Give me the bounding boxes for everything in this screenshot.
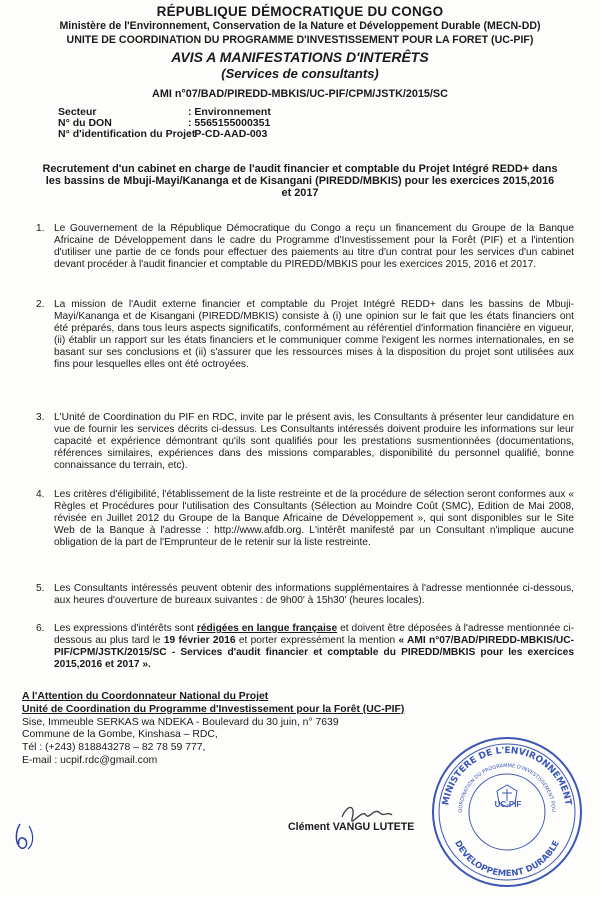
- paragraph-text: Le Gouvernement de la République Démocratique du Congo a reçu un financement du Groupe de la Banque Africaine de Développement dans le cadre du Programme d'Investissement pour la Forêt (PIF) et a l'intention d'utiliser une partie de ce fonds pour effectuer des paiements au titre d'un contrat pour les services d'un cabinet devant procéder à l'audit financier et comptable du PIREDD/MBKIS pour les exercices 2015, 2016 et 2017.: [54, 223, 574, 270]
- p6-deadline-date: 19 février 2016: [163, 635, 236, 646]
- paragraph-text: [54, 623, 574, 671]
- p6-mention: « AMI n°07/BAD/PIREDD-MBKIS/UC-PIF/CPM/JSTK/2015/SC - Services d'audit financier et comptable du PIREDD/MBKIS pour les exercices 2015,2016 et 2017 ».: [54, 635, 575, 670]
- commune-line: Commune de la Gombe, Kinshasa – RDC,: [22, 729, 218, 741]
- svg-text:DEVELOPPEMENT DURABLE: [452, 839, 562, 879]
- header-republique: RÉPUBLIQUE DÉMOCRATIQUE DU CONGO: [156, 4, 444, 19]
- p6-text-c: et porter expressément la mention: [235, 635, 399, 646]
- phone-line: Tél : (+243) 818843278 – 82 78 59 777,: [22, 742, 206, 754]
- header-ami-reference: AMI n°07/BAD/PIREDD-MBKIS/UC-PIF/CPM/JSTK/2015/SC: [152, 88, 448, 100]
- p6-language-requirement: rédigées en langue française: [196, 623, 338, 634]
- unit-line: Unité de Coordination du Programme d'Investissement pour la Forêt (UC-PIF): [22, 703, 405, 715]
- paragraph-number: 5.: [36, 583, 45, 594]
- header-unite: UNITE DE COORDINATION DU PROGRAMME D'INVESTISSEMENT POUR LA FORET (UC-PIF): [66, 34, 534, 46]
- stamp-bottom-text: DEVELOPPEMENT DURABLE: [452, 839, 562, 880]
- meta-value: : Environnement: [188, 106, 271, 118]
- meta-label: Secteur: [58, 106, 97, 118]
- attention-line: A l'Attention du Coordonnateur National du Projet: [22, 691, 269, 702]
- stamp-inner-text: OORDINATION DU PROGRAMME D'INVESTISSEMENT POU: [457, 762, 557, 813]
- signer-name: Clément VANGU LUTETE: [288, 821, 415, 833]
- address-line: Sise, Immeuble SERKAS wa NDEKA - Boulevard du 30 juin, n° 7639: [22, 716, 339, 728]
- paragraph-number: 2.: [36, 299, 45, 310]
- stamp-center-text: UC-PIF: [494, 800, 522, 809]
- header-services: (Services de consultants): [221, 66, 379, 81]
- paragraph-number: 6.: [36, 623, 45, 634]
- paragraph-number: 4.: [36, 489, 45, 500]
- handwritten-annotation-6: [12, 820, 38, 852]
- meta-label: N° d'identification du Projet: [58, 128, 196, 140]
- paragraph-text: Les Consultants intéressés peuvent obtenir des informations supplémentaires à l'adresse mentionnée ci-dessous, aux heures d'ouverture de bureaux suivantes : de 9h00' à 15h30' (heures locales).: [54, 583, 574, 606]
- paragraph-text: L'Unité de Coordination du PIF en RDC, invite par le présent avis, les Consultants à présenter leur candidature en vue de fournir les services décrits ci-dessus. Les Consultants intéressés doivent produire les informations sur leur capacité et expérience démontrant qu'ils sont qualifiés pour les prestations susmentionnées (documentations, références similaires, expériences dans des missions comparables, disponibilité du personnel qualifié, bonne connaissance du terrain, etc).: [54, 412, 574, 471]
- paragraph-text: Les critères d'éligibilité, l'établissement de la liste restreinte et de la procédure de sélection seront conformes aux « Règles et Procédures pour l'utilisation des Consultants (Sélection au Moindre Coût (SMC), Edition de Mai 2008, révisée en Juillet 2012 du Groupe de la Banque Africaine de Développement », qui sont disponibles sur le Site Web de la Banque à l'adresse : http://www.afdb.org. L'intérêt manifesté par un Consultant n'implique aucune obligation de la part de l'Emprunteur de le retenir sur la liste restreinte.: [54, 489, 574, 548]
- p6-text-b: et doivent être déposées à l'adresse mentionnée ci-dessous au plus tard le: [54, 623, 574, 646]
- stamp-outer-text: MINISTERE DE L'ENVIRONNEMENT: [441, 745, 573, 807]
- paragraph-number: 1.: [36, 223, 45, 234]
- recruitment-title: Recrutement d'un cabinet en charge de l'audit financier et comptable du Projet Intégré REDD+ dans les bassins de Mbuji-Mayi/Kananga et de Kisangani (PIREDD/MBKIS) pour les exercices 2015,2016 et 2017: [42, 163, 558, 199]
- header-avis: AVIS A MANIFESTATIONS D'INTERÊTS: [171, 49, 429, 65]
- email-line: E-mail : ucpif.rdc@gmail.com: [22, 754, 158, 766]
- contact-block: [22, 691, 404, 768]
- p6-text-a: Les expressions d'intérêts sont: [54, 623, 197, 634]
- paragraph-number: 3.: [36, 412, 45, 423]
- official-stamp: [428, 733, 586, 891]
- meta-value: : 5565155000351: [188, 117, 271, 129]
- meta-value: : P-CD-AAD-003: [188, 128, 268, 140]
- meta-label: N° du DON: [58, 117, 112, 129]
- paragraph-text: La mission de l'Audit externe financier et comptable du Projet Intégré REDD+ dans les bassins de Mbuji-Mayi/Kananga et de Kisangani (PIREDD/MBKIS) consiste à (i) une opinion sur le fait que les états financiers ont été préparés, dans tous leurs aspects significatifs, conformément au référentiel d'information financière en vigueur, (ii) établir un rapport sur les états financiers et le communiquer comme l'exigent les normes internationales, en se basant sur ses conclusions et (ii) s'assurer que les ressources mises à la disposition du projet sont utilisées aux fins pour lesquelles elles ont été octroyées.: [54, 299, 574, 370]
- header-ministere: Ministère de l'Environnement, Conservation de la Nature et Développement Durable (MECN-DD): [59, 20, 541, 32]
